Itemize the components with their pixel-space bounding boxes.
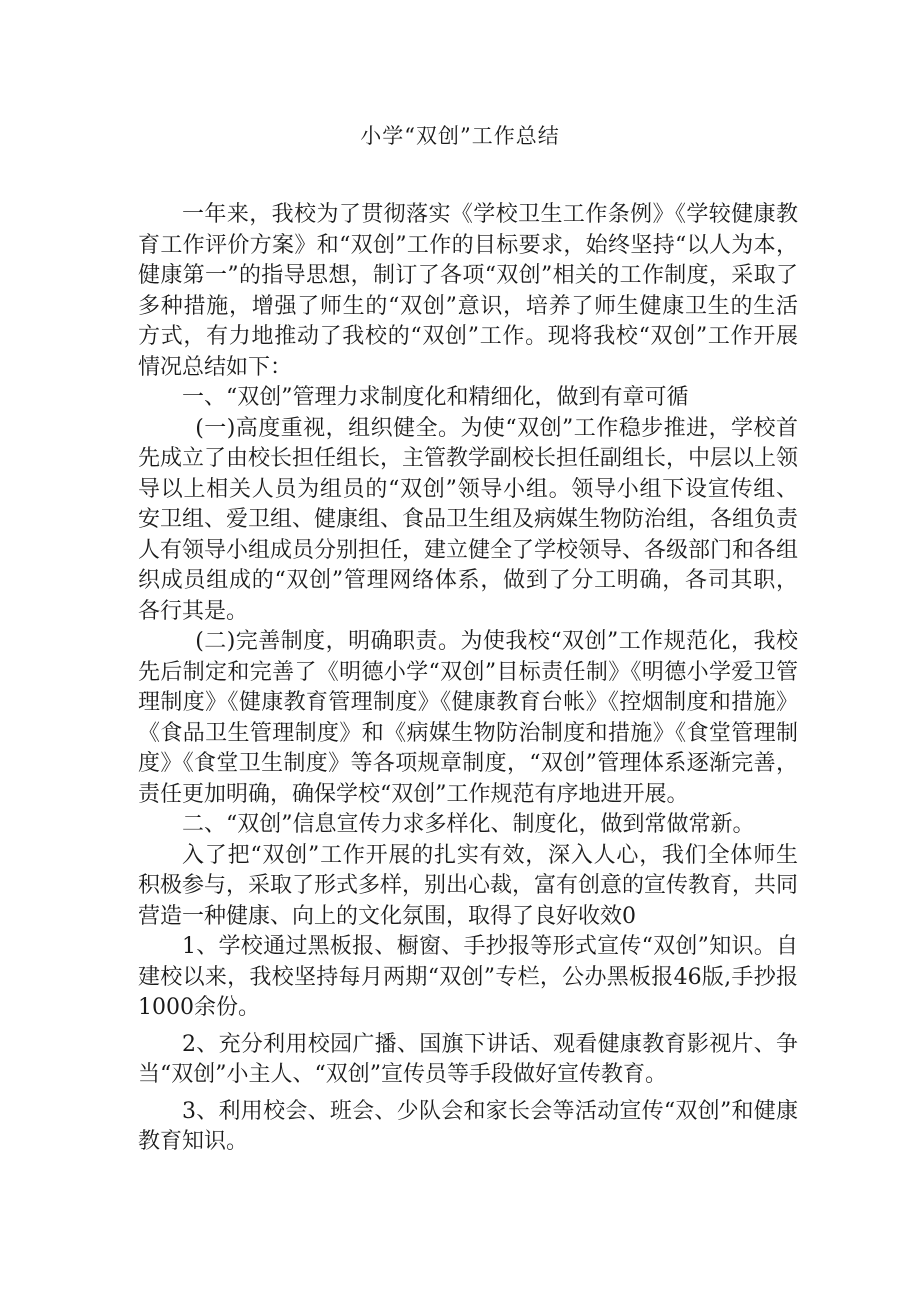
subsection-paragraph-1: (一)高度重视，组织健全。为使“双创”工作稳步推进，学校首先成立了由校长担任组长，主管教学副校长担任副组长，中层以上领导以上相关人员为组员的“双创”领导小组。领导小组下设宣传组、安卫组、爱卫组、健康组、食品卫生组及病媒生物防治组，各组负责人有领导小组成员分别担任，建立健全了学校领导、各级部门和各组织成员组成的“双创”管理网络体系，做到了分工明确，各司其职，各行其是。	[138, 415, 799, 624]
list-item-1: 1、学校通过黑板报、橱窗、手抄报等形式宣传“双创”知识。自建校以来，我校坚持每月两期“双创”专栏，公办黑板报46版,手抄报1000余份。	[138, 934, 798, 1020]
section-heading-1: 一、“双创”管理力求制度化和精细化，做到有章可循	[182, 385, 689, 410]
intro-paragraph: 一年来，我校为了贯彻落实《学校卫生工作条例》《学较健康教育工作评价方案》和“双创”工作的目标要求，始终坚持“以人为本，健康第一”的指导思想，制订了各项“双创”相关的工作制度，采取了多种措施，增强了师生的“双创”意识，培养了师生健康卫生的生活方式，有力地推动了我校的“双创”工作。现将我校“双创”工作开展情况总结如下：	[138, 202, 798, 380]
page-title: 小学“双创”工作总结	[360, 124, 560, 148]
section-2-intro-paragraph: 入了把“双创”工作开展的扎实有效，深入人心，我们全体师生积极参与，采取了形式多样，别出心裁，富有创意的宣传教育，共同营造一种健康、向上的文化氛围，取得了良好收效0	[138, 842, 799, 929]
section-heading-2: 二、“双创”信息宣传力求多样化、制度化，做到常做常新。	[182, 812, 755, 837]
list-item-2: 2、充分利用校园广播、国旗下讲话、观看健康教育影视片、争当“双创”小主人、“双创”宣传员等手段做好宣传教育。	[138, 1031, 798, 1087]
list-item-3: 3、利用校会、班会、少队会和家长会等活动宣传“双创”和健康教育知识。	[138, 1098, 798, 1154]
subsection-paragraph-2: (二)完善制度，明确职责。为使我校“双创”工作规范化，我校先后制定和完善了《明德小学“双创”目标责任制》《明德小学爱卫管理制度》《健康教育管理制度》《健康教育台帐》《控烟制度和措施》《食品卫生管理制度》和《病媒生物防治制度和措施》《食堂管理制度》《食堂卫生制度》等各项规章制度，“双创”管理体系逐渐完善，责任更加明确，确保学校“双创”工作规范有序地进开展。	[138, 629, 798, 807]
document-body	[138, 200, 798, 1164]
